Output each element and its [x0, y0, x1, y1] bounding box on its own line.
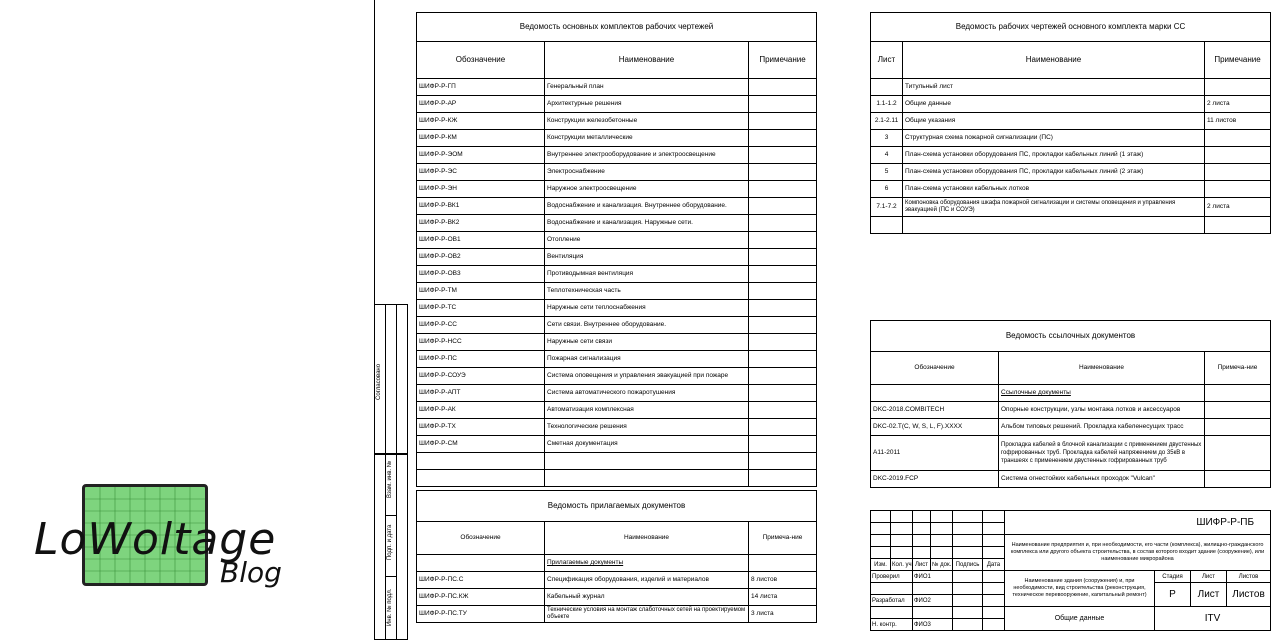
- col-name: Наименование: [545, 42, 749, 79]
- table-row: ШИФР-Р-КМ Конструкции металлические: [417, 130, 817, 147]
- table-row: ШИФР-Р-АПТ Система автоматического пожаротушения: [417, 385, 817, 402]
- table-row: ШИФР-Р-ЭС Электроснабжение: [417, 164, 817, 181]
- attached-docs-table: Ведомость прилагаемых документов Обозначение Наименование Примеча-ние Прилагаемые документы ШИФР-Р-ПС.С Спецификация оборудования, изделий и материалов 8 листов ШИФР-Р-ПС.КЖ Кабельный журнал 14 листа ШИФР-Р-ПС.ТУ Технические условия на монтаж слаботочных сетей на проектируемом объекте 3 листа: [416, 490, 817, 623]
- table-row: ШИФР-Р-ВК1 Водоснабжение и канализация. Внутреннее оборудование.: [417, 198, 817, 215]
- table-row: 5 План-схема установки оборудования ПС, прокладки кабельных линий (2 этаж): [871, 164, 1271, 181]
- table-row: 7.1-7.2 Компоновка оборудования шкафа пожарной сигнализации и системы оповещения и управления эвакуацией (ПС и СОУЭ) 2 листа: [871, 198, 1271, 217]
- col-note: Примечание: [749, 42, 817, 79]
- table-row: ШИФР-Р-ЭН Наружное электроосвещение: [417, 181, 817, 198]
- table-row: ШИФР-Р-СОУЭ Система оповещения и управления эвакуацией при пожаре: [417, 368, 817, 385]
- company-name: ITV: [1155, 607, 1271, 631]
- table-row: ШИФР-Р-НСС Наружные сети связи: [417, 334, 817, 351]
- table-row: ШИФР-Р-КЖ Конструкции железобетонные: [417, 113, 817, 130]
- table-row: ШИФР-Р-ОВ3 Противодымная вентиляция: [417, 266, 817, 283]
- table-row: ШИФР-Р-СС Сети связи. Внутреннее оборудование.: [417, 317, 817, 334]
- main-sets-title: Ведомость основных комплектов рабочих чертежей: [417, 13, 817, 42]
- table-row: DKC-02.T(C, W, S, L, F).XXXX Альбом типовых решений. Прокладка кабеленесущих трасс: [871, 419, 1271, 436]
- inv-orig-label: Инв. № подл.: [387, 588, 393, 626]
- table-row: 2.1-2.11 Общие указания 11 листов: [871, 113, 1271, 130]
- refs-section: Ссылочные документы: [999, 385, 1205, 402]
- table-row: DKC-2019.FCP Система огнестойких кабельных проходок "Vulcan": [871, 471, 1271, 488]
- table-row: ШИФР-Р-ПС.С Спецификация оборудования, изделий и материалов 8 листов: [417, 572, 817, 589]
- doc-title: Общие данные: [1005, 607, 1155, 631]
- table-row: Титульный лист: [871, 79, 1271, 96]
- sign-date-label: Подп. и дата: [387, 524, 393, 560]
- refs-table: Ведомость ссылочных документов Обозначение Наименование Примеча-ние Ссылочные документы DKC-2018.COMBITECH Опорные конструкции, узлы монтажа лотков и аксессуаров DKC-02.T(C, W, S, L, F).XXXX Альбом типовых решений. Прокладка кабеленесущих трасс A11-2011 Прокладка кабелей в блочной канализации с применением двустенных гофрированных труб. Прокладка кабелей напряжением до 35кВ в траншеях с применением двустенных гофрированных труб DKC-2019.FCP Система огнестойких кабельных проходок "Vulcan": [870, 320, 1271, 488]
- table-row: ШИФР-Р-ТХ Технологические решения: [417, 419, 817, 436]
- table-row: ШИФР-Р-ГП Генеральный план: [417, 79, 817, 96]
- table-row: 4 План-схема установки оборудования ПС, прокладки кабельных линий (1 этаж): [871, 147, 1271, 164]
- lowvoltage-blog-logo: [34, 484, 354, 594]
- table-row: ШИФР-Р-ОВ2 Вентиляция: [417, 249, 817, 266]
- attached-title: Ведомость прилагаемых документов: [417, 491, 817, 522]
- title-block: ШИФР-Р-ПБ Наименование предприятия и, при необходимости, его части (комплекса), жилищно-гражданского комплекса или другого объекта строительства, в состав которого входит здание (сооружение), или наименование микрорайона Изм. Кол. уч Лист № док. Подпись Дата Проверил ФИО1 Наименование здания (сооружения) и, при необходимости, вид строительства (реконструкция, техническое перевооружение, капитальный ремонт) Стадия Лист Листов Р Лист Листов Разработал ФИО2 Общие данные ITV Н. контр. ФИО3: [870, 510, 1271, 631]
- col-designation: Обозначение: [417, 42, 545, 79]
- table-row: ШИФР-Р-АР Архитектурные решения: [417, 96, 817, 113]
- attached-section: Прилагаемые документы: [545, 555, 749, 572]
- table-row: 1.1-1.2 Общие данные 2 листа: [871, 96, 1271, 113]
- table-row: [417, 470, 817, 487]
- table-row: A11-2011 Прокладка кабелей в блочной канализации с применением двустенных гофрированных труб. Прокладка кабелей напряжением до 35кВ в траншеях с применением двустенных гофрированных труб: [871, 436, 1271, 471]
- stage-value: Р: [1155, 583, 1191, 607]
- table-row: 3 Структурная схема пожарной сигнализации (ПС): [871, 130, 1271, 147]
- table-row: ШИФР-Р-АК Автоматизация комплексная: [417, 402, 817, 419]
- sheets-value: Листов: [1227, 583, 1271, 607]
- table-row: ШИФР-Р-ВК2 Водоснабжение и канализация. Наружные сети.: [417, 215, 817, 232]
- table-row: ШИФР-Р-ОВ1 Отопление: [417, 232, 817, 249]
- main-sets-table: [416, 12, 817, 487]
- drawings-title: Ведомость рабочих чертежей основного комплекта марки СС: [871, 13, 1271, 42]
- replaced-inv-label: Взам. инв. №: [387, 460, 393, 498]
- sheet-value: Лист: [1191, 583, 1227, 607]
- table-row: ШИФР-Р-ПС.КЖ Кабельный журнал 14 листа: [417, 589, 817, 606]
- table-row: ШИФР-Р-ЭОМ Внутреннее электрооборудование и электроосвещение: [417, 147, 817, 164]
- table-row: 6 План-схема установки кабельных лотков: [871, 181, 1271, 198]
- logo-title: LoWoltage: [34, 514, 277, 565]
- binding-strip: [374, 304, 408, 640]
- org-name: Наименование предприятия и, при необходимости, его части (комплекса), жилищно-гражданского комплекса или другого объекта строительства, в состав которого входит здание (сооружение), или наименование микрорайона: [1005, 535, 1271, 571]
- table-row: ШИФР-Р-ТМ Теплотехническая часть: [417, 283, 817, 300]
- table-row: DKC-2018.COMBITECH Опорные конструкции, узлы монтажа лотков и аксессуаров: [871, 402, 1271, 419]
- logo-subtitle: Blog: [220, 556, 282, 589]
- table-row: [417, 453, 817, 470]
- building-name: Наименование здания (сооружения) и, при необходимости, вид строительства (реконструкция, техническое перевооружение, капитальный ремонт): [1005, 571, 1155, 607]
- table-row: ШИФР-Р-ПС.ТУ Технические условия на монтаж слаботочных сетей на проектируемом объекте 3 листа: [417, 606, 817, 623]
- refs-title: Ведомость ссылочных документов: [871, 321, 1271, 352]
- table-row: ШИФР-Р-ТС Наружные сети теплоснабжения: [417, 300, 817, 317]
- table-row: ШИФР-Р-ПС Пожарная сигнализация: [417, 351, 817, 368]
- drawings-table: Ведомость рабочих чертежей основного комплекта марки СС Лист Наименование Примечание Титульный лист 1.1-1.2 Общие данные 2 листа 2.1-2.11 Общие указания 11 листов 3 Структурная схема пожарной сигнализации (ПС) 4 План-схема установки оборудования ПС, прокладки кабельных линий (1 этаж) 5 План-схема установки оборудования ПС, прокладки кабельных линий (2 этаж) 6 План-схема установки кабельных лотков 7.1-7.2 Компоновка оборудования шкафа пожарной сигнализации и системы оповещения и управления эвакуацией (ПС и СОУЭ) 2 листа: [870, 12, 1271, 234]
- doc-code: ШИФР-Р-ПБ: [1005, 511, 1271, 535]
- table-row: ШИФР-Р-СМ Сметная документация: [417, 436, 817, 453]
- agreed-label: Согласовано: [376, 363, 382, 400]
